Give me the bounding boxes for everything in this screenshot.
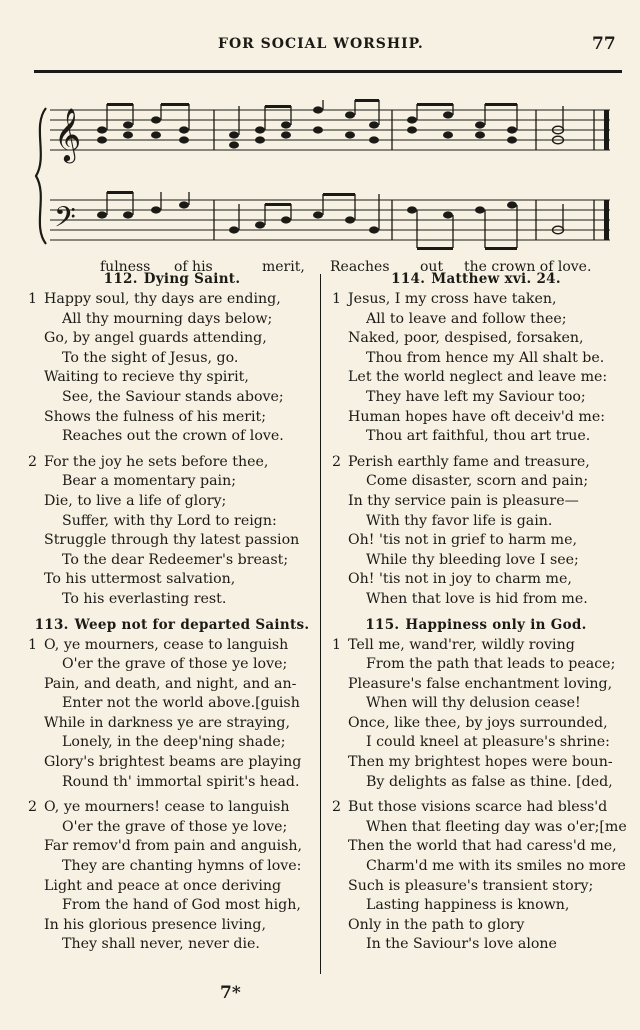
stanza-number: 1 [28,636,38,653]
stanza-number: 1 [332,636,342,653]
verse-text: Only in the path to glory [348,916,525,933]
verse-text: See, the Saviour stands above; [62,388,284,405]
verse-text: Glory's brightest beams are playing [44,754,302,771]
verse-line [326,935,626,955]
stanza-number: 2 [332,453,342,470]
stanza [22,636,322,793]
lyric-word: Reaches [330,259,390,275]
treble-notes [97,106,517,148]
verse-line [326,896,626,916]
page-number: 77 [592,34,616,54]
verse-text: In his glorious presence living, [44,916,266,933]
verse-text: Lonely, in the deep'ning shade; [62,734,286,751]
verse-line [22,472,322,492]
verse-text: Reaches out the crown of love. [62,428,284,445]
final-barline-bass [604,200,609,240]
lyric-word: out [420,259,444,275]
verse-text: By delights as false as thine. [ded, [366,773,613,790]
verse-line [22,877,322,897]
verse-line [326,636,626,656]
verse-line [22,636,322,656]
verse-text: When will thy delusion cease! [366,695,581,712]
verse-line [326,388,626,408]
verse-line [22,916,322,936]
verse-text: O'er the grave of those ye love; [62,656,288,673]
verse-text: In the Saviour's love alone [366,936,557,953]
verse-line [326,753,626,773]
verse-line [326,531,626,551]
verse-text: Human hopes have oft deceiv'd me: [348,408,606,425]
hymn [326,270,626,610]
verse-text: They are chanting hymns of love: [62,858,302,875]
verse-line [326,349,626,369]
verse-line [326,857,626,877]
verse-text: Light and peace at once deriving [44,877,282,894]
verse-line [22,453,322,473]
verse-line [326,773,626,793]
verse-text: In thy service pain is pleasure— [348,492,579,509]
hymn [22,270,322,610]
verse-text: Such is pleasure's transient story; [348,877,594,894]
hymn [326,616,626,956]
verse-line [326,290,626,310]
stanza-number: 2 [28,453,38,470]
verse-text: Waiting to recieve thy spirit, [44,369,249,386]
verse-line [326,733,626,753]
verse-text: Perish earthly fame and treasure, [348,453,590,470]
bass-notes [97,201,517,233]
verse-line [326,427,626,447]
bass-staff [50,200,610,240]
verse-text: Oh! 'tis not in joy to charm me, [348,571,572,588]
verse-text: To the dear Redeemer's breast; [62,551,289,568]
final-barline-treble [604,110,609,150]
verse-line [22,896,322,916]
header-rule [34,70,622,73]
verse-text: Thou from hence my All shalt be. [366,349,605,366]
stanza [22,290,322,447]
treble-half-notes [553,126,564,144]
verse-line [326,694,626,714]
verse-line [22,531,322,551]
verse-line [22,590,322,610]
treble-beams [107,99,517,108]
hymn-number: 114. [391,271,426,287]
verse-line [22,733,322,753]
verse-text: With thy favor life is gain. [366,512,553,529]
verse-line [326,408,626,428]
verse-line [22,753,322,773]
verse-text: Bear a momentary pain; [62,473,236,490]
verse-line [22,368,322,388]
verse-text: Happy soul, thy days are ending, [44,291,281,307]
verse-line [22,714,322,734]
stanza [326,290,626,447]
stanza-number: 1 [332,291,342,307]
hymn-number: 112. [103,271,138,287]
running-title: FOR SOCIAL WORSHIP. [218,36,424,52]
verse-line [326,818,626,838]
right-column [326,270,626,961]
verse-text: Naked, poor, despised, forsaken, [348,330,584,347]
verse-line [22,427,322,447]
verse-line [22,551,322,571]
verse-text: All to leave and follow thee; [366,310,567,327]
verse-text: Go, by angel guards attending, [44,330,267,347]
verse-line [326,310,626,330]
verse-text: I could kneel at pleasure's shrine: [366,734,610,751]
system-brace [36,108,46,244]
verse-line [22,512,322,532]
verse-text: Then my brightest hopes were boun- [348,754,613,771]
verse-line [326,675,626,695]
verse-line [22,310,322,330]
verse-text: To the sight of Jesus, go. [62,349,239,366]
hymn-title-text: Weep not for departed Saints. [74,616,310,633]
music-staves-svg [28,86,628,266]
hymn-title-text: Happiness only in God. [405,616,587,633]
verse-line [326,492,626,512]
music-score [28,86,628,275]
stanza [22,453,322,610]
hymn-title [326,270,626,288]
verse-text: To his uttermost salvation, [44,571,236,588]
verse-text: Come disaster, scorn and pain; [366,473,589,490]
verse-text: Then the world that had caress'd me, [348,838,617,855]
verse-text: Pain, and death, and night, and an- [44,675,297,692]
hymn-title-text: Matthew xvi. 24. [431,271,561,287]
verse-text: Once, like thee, by joys surrounded, [348,714,608,731]
verse-text: O'er the grave of those ye love; [62,818,288,835]
lyric-word: the crown of love. [464,259,592,275]
verse-line [326,512,626,532]
verse-text: O, ye mourners, cease to languish [44,636,289,653]
verse-line [326,798,626,818]
verse-line [22,570,322,590]
verse-text: Tell me, wand'rer, wildly roving [348,636,575,653]
verse-text: Lasting happiness is known, [366,897,570,914]
verse-line [22,492,322,512]
verse-line [22,935,322,955]
lyric-word: of his [174,259,213,275]
verse-text: While in darkness ye are straying, [44,714,290,731]
verse-text: But those visions scarce had bless'd [348,799,608,816]
verse-text: Jesus, I my cross have taken, [348,291,557,307]
verse-line [22,837,322,857]
verse-line [326,590,626,610]
verse-text: Shows the fulness of his merit; [44,408,267,425]
signature-mark: 7* [220,983,241,1003]
verse-line [22,408,322,428]
stanza-number: 1 [28,291,38,307]
verse-text: From the path that leads to peace; [366,656,616,673]
verse-line [326,877,626,897]
verse-text: Oh! 'tis not in grief to harm me, [348,532,577,549]
verse-text: Suffer, with thy Lord to reign: [62,512,277,529]
verse-text: From the hand of God most high, [62,897,301,914]
hymn-title [22,616,322,634]
verse-text: All thy mourning days below; [62,310,273,327]
verse-line [326,655,626,675]
verse-text: Thou art faithful, thou art true. [366,428,591,445]
verse-line [326,329,626,349]
stanza [326,636,626,793]
verse-line [22,857,322,877]
verse-line [22,798,322,818]
verse-line [22,349,322,369]
verse-text: Charm'd me with its smiles no more [366,858,626,875]
lyric-word: merit, [262,259,305,275]
verse-text: While thy bleeding love I see; [366,551,579,568]
verse-line [326,570,626,590]
stanza-number: 2 [332,799,342,816]
verse-line [22,388,322,408]
verse-line [326,551,626,571]
verse-line [326,714,626,734]
stanza [326,798,626,955]
lyric-word: fulness [100,259,151,275]
verse-line [22,329,322,349]
verse-text: When that love is hid from me. [366,590,588,607]
hymn-title-text: Dying Saint. [143,271,241,287]
verse-line [326,916,626,936]
page-header [0,32,640,56]
verse-line [22,675,322,695]
verse-text: To his everlasting rest. [62,590,227,607]
verse-text: They shall never, never die. [62,936,260,953]
verse-line [326,453,626,473]
stanza [22,798,322,955]
hymn [22,616,322,956]
verse-line [326,837,626,857]
hymn-title [22,270,322,288]
hymn-number: 113. [34,616,69,633]
hymn-title [326,616,626,634]
verse-line [22,290,322,310]
verse-text: For the joy he sets before thee, [44,453,269,470]
verse-text: Die, to live a life of glory; [44,492,227,509]
verse-text: When that fleeting day was o'er;[me [366,818,627,835]
verse-line [326,472,626,492]
stanza [326,453,626,610]
verse-line [22,694,322,714]
treble-staff [50,110,610,150]
verse-line [22,818,322,838]
verse-text: They have left my Saviour too; [366,388,586,405]
verse-text: Let the world neglect and leave me: [348,369,608,386]
left-column [22,270,322,961]
treble-clef-icon: 𝄞 [54,107,82,161]
stanza-number: 2 [28,799,38,816]
verse-line [22,655,322,675]
verse-line [22,773,322,793]
verse-line [326,368,626,388]
hymn-number: 115. [365,616,400,633]
verse-text: Pleasure's false enchantment loving, [348,675,613,692]
bass-clef-icon: 𝄢 [54,201,76,241]
verse-text: Enter not the world above.[guish [62,695,300,712]
verse-text: Round th' immortal spirit's head. [62,773,300,790]
verse-text: O, ye mourners! cease to languish [44,799,290,816]
verse-text: Far remov'd from pain and anguish, [44,838,303,855]
verse-text: Struggle through thy latest passion [44,532,300,549]
